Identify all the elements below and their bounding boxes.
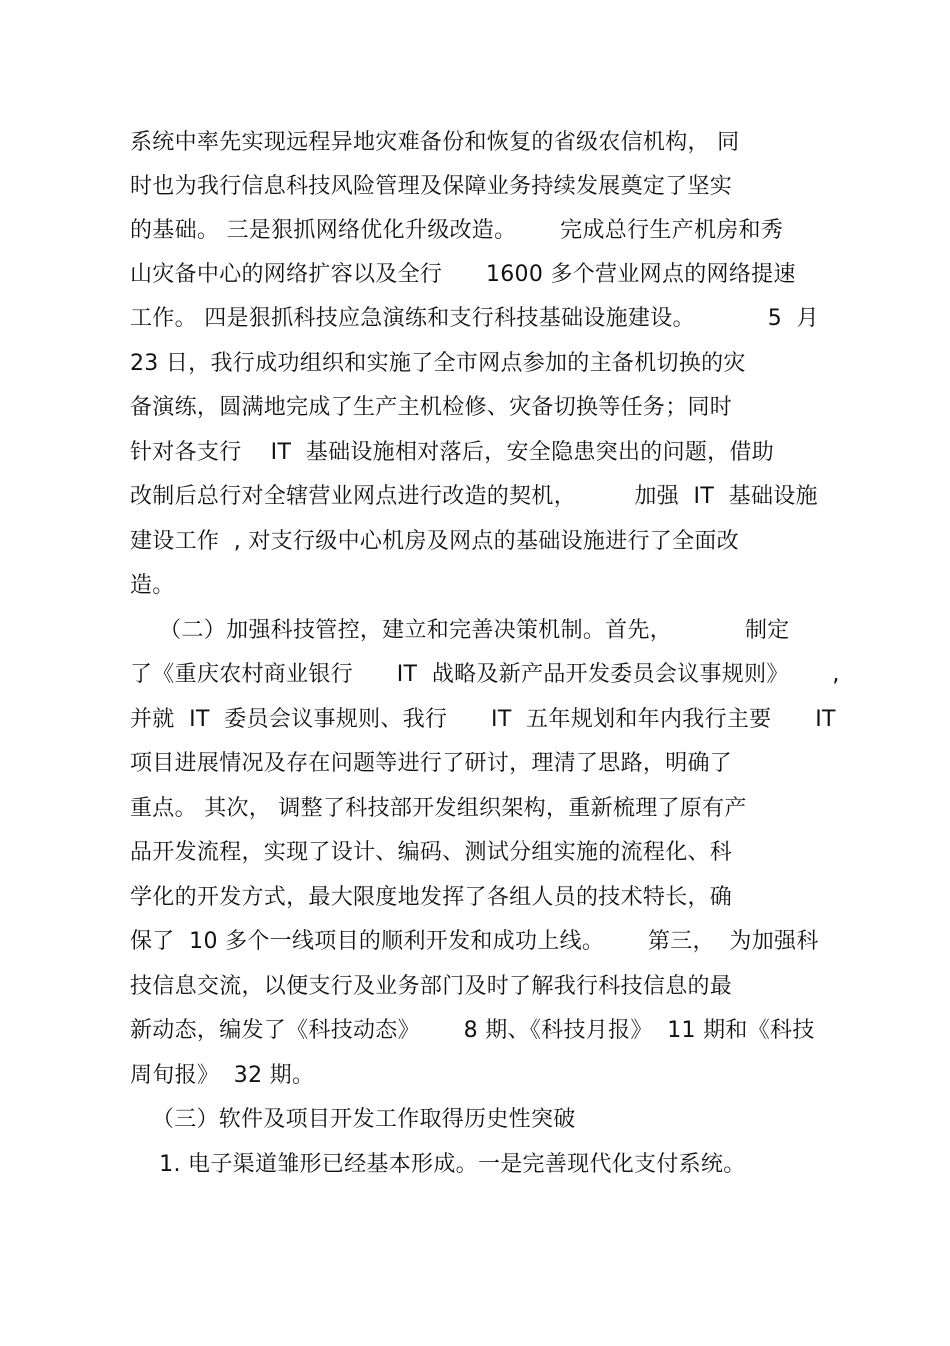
text-line: 23 日，我行成功组织和实施了全市网点参加的主备机切换的灾	[130, 351, 746, 376]
text-line: 的基础。 三是狠抓网络优化升级改造。 完成总行生产机房和秀	[130, 218, 784, 243]
text-line: （二）加强科技管控，建立和完善决策机制。首先， 制定	[130, 618, 790, 643]
text-line: 造。	[130, 573, 175, 598]
text-line: 山灾备中心的网络扩容以及全行 1600 多个营业网点的网络提速	[130, 262, 796, 287]
text-line: 并就 IT 委员会议事规则、我行 IT 五年规划和年内我行主要 IT	[130, 707, 836, 732]
text-line: 工作。 四是狠抓科技应急演练和支行科技基础设施建设。 5 月	[130, 306, 819, 331]
text-line: 建设工作 , 对支行级中心机房及网点的基础设施进行了全面改	[130, 529, 739, 554]
text-line: 项目进展情况及存在问题等进行了研讨，理清了思路，明确了	[130, 751, 733, 776]
text-line: 系统中率先实现远程异地灾难备份和恢复的省级农信机构， 同	[130, 130, 740, 155]
text-line: 技信息交流，以便支行及业务部门及时了解我行科技信息的最	[130, 974, 733, 999]
text-line: 保了 10 多个一线项目的顺利开发和成功上线。 第三， 为加强科	[130, 929, 819, 954]
subsection-heading: 1. 电子渠道雏形已经基本形成。一是完善现代化支付系统。	[130, 1152, 746, 1177]
text-line: 时也为我行信息科技风险管理及保障业务持续发展奠定了坚实	[130, 174, 733, 199]
text-line: 品开发流程，实现了设计、编码、测试分组实施的流程化、科	[130, 840, 733, 865]
text-line: 学化的开发方式，最大限度地发挥了各组人员的技术特长，确	[130, 885, 733, 910]
text-line: 改制后总行对全辖营业网点进行改造的契机， 加强 IT 基础设施	[130, 484, 818, 509]
text-line: 备演练，圆满地完成了生产主机检修、灾备切换等任务；同时	[130, 395, 733, 420]
text-line: 新动态，编发了《科技动态》 8 期、《科技月报》 11 期和《科技	[130, 1018, 815, 1043]
section-heading: （三）软件及项目开发工作取得历史性突破	[130, 1107, 576, 1132]
text-line: 周旬报》 32 期。	[130, 1063, 315, 1088]
text-line: 了《重庆农村商业银行 IT 战略及新产品开发委员会议事规则》 ,	[130, 662, 840, 687]
text-line: 重点。 其次， 调整了科技部开发组织架构，重新梳理了原有产	[130, 796, 747, 821]
text-line: 针对各支行 IT 基础设施相对落后，安全隐患突出的问题，借助	[130, 440, 775, 465]
